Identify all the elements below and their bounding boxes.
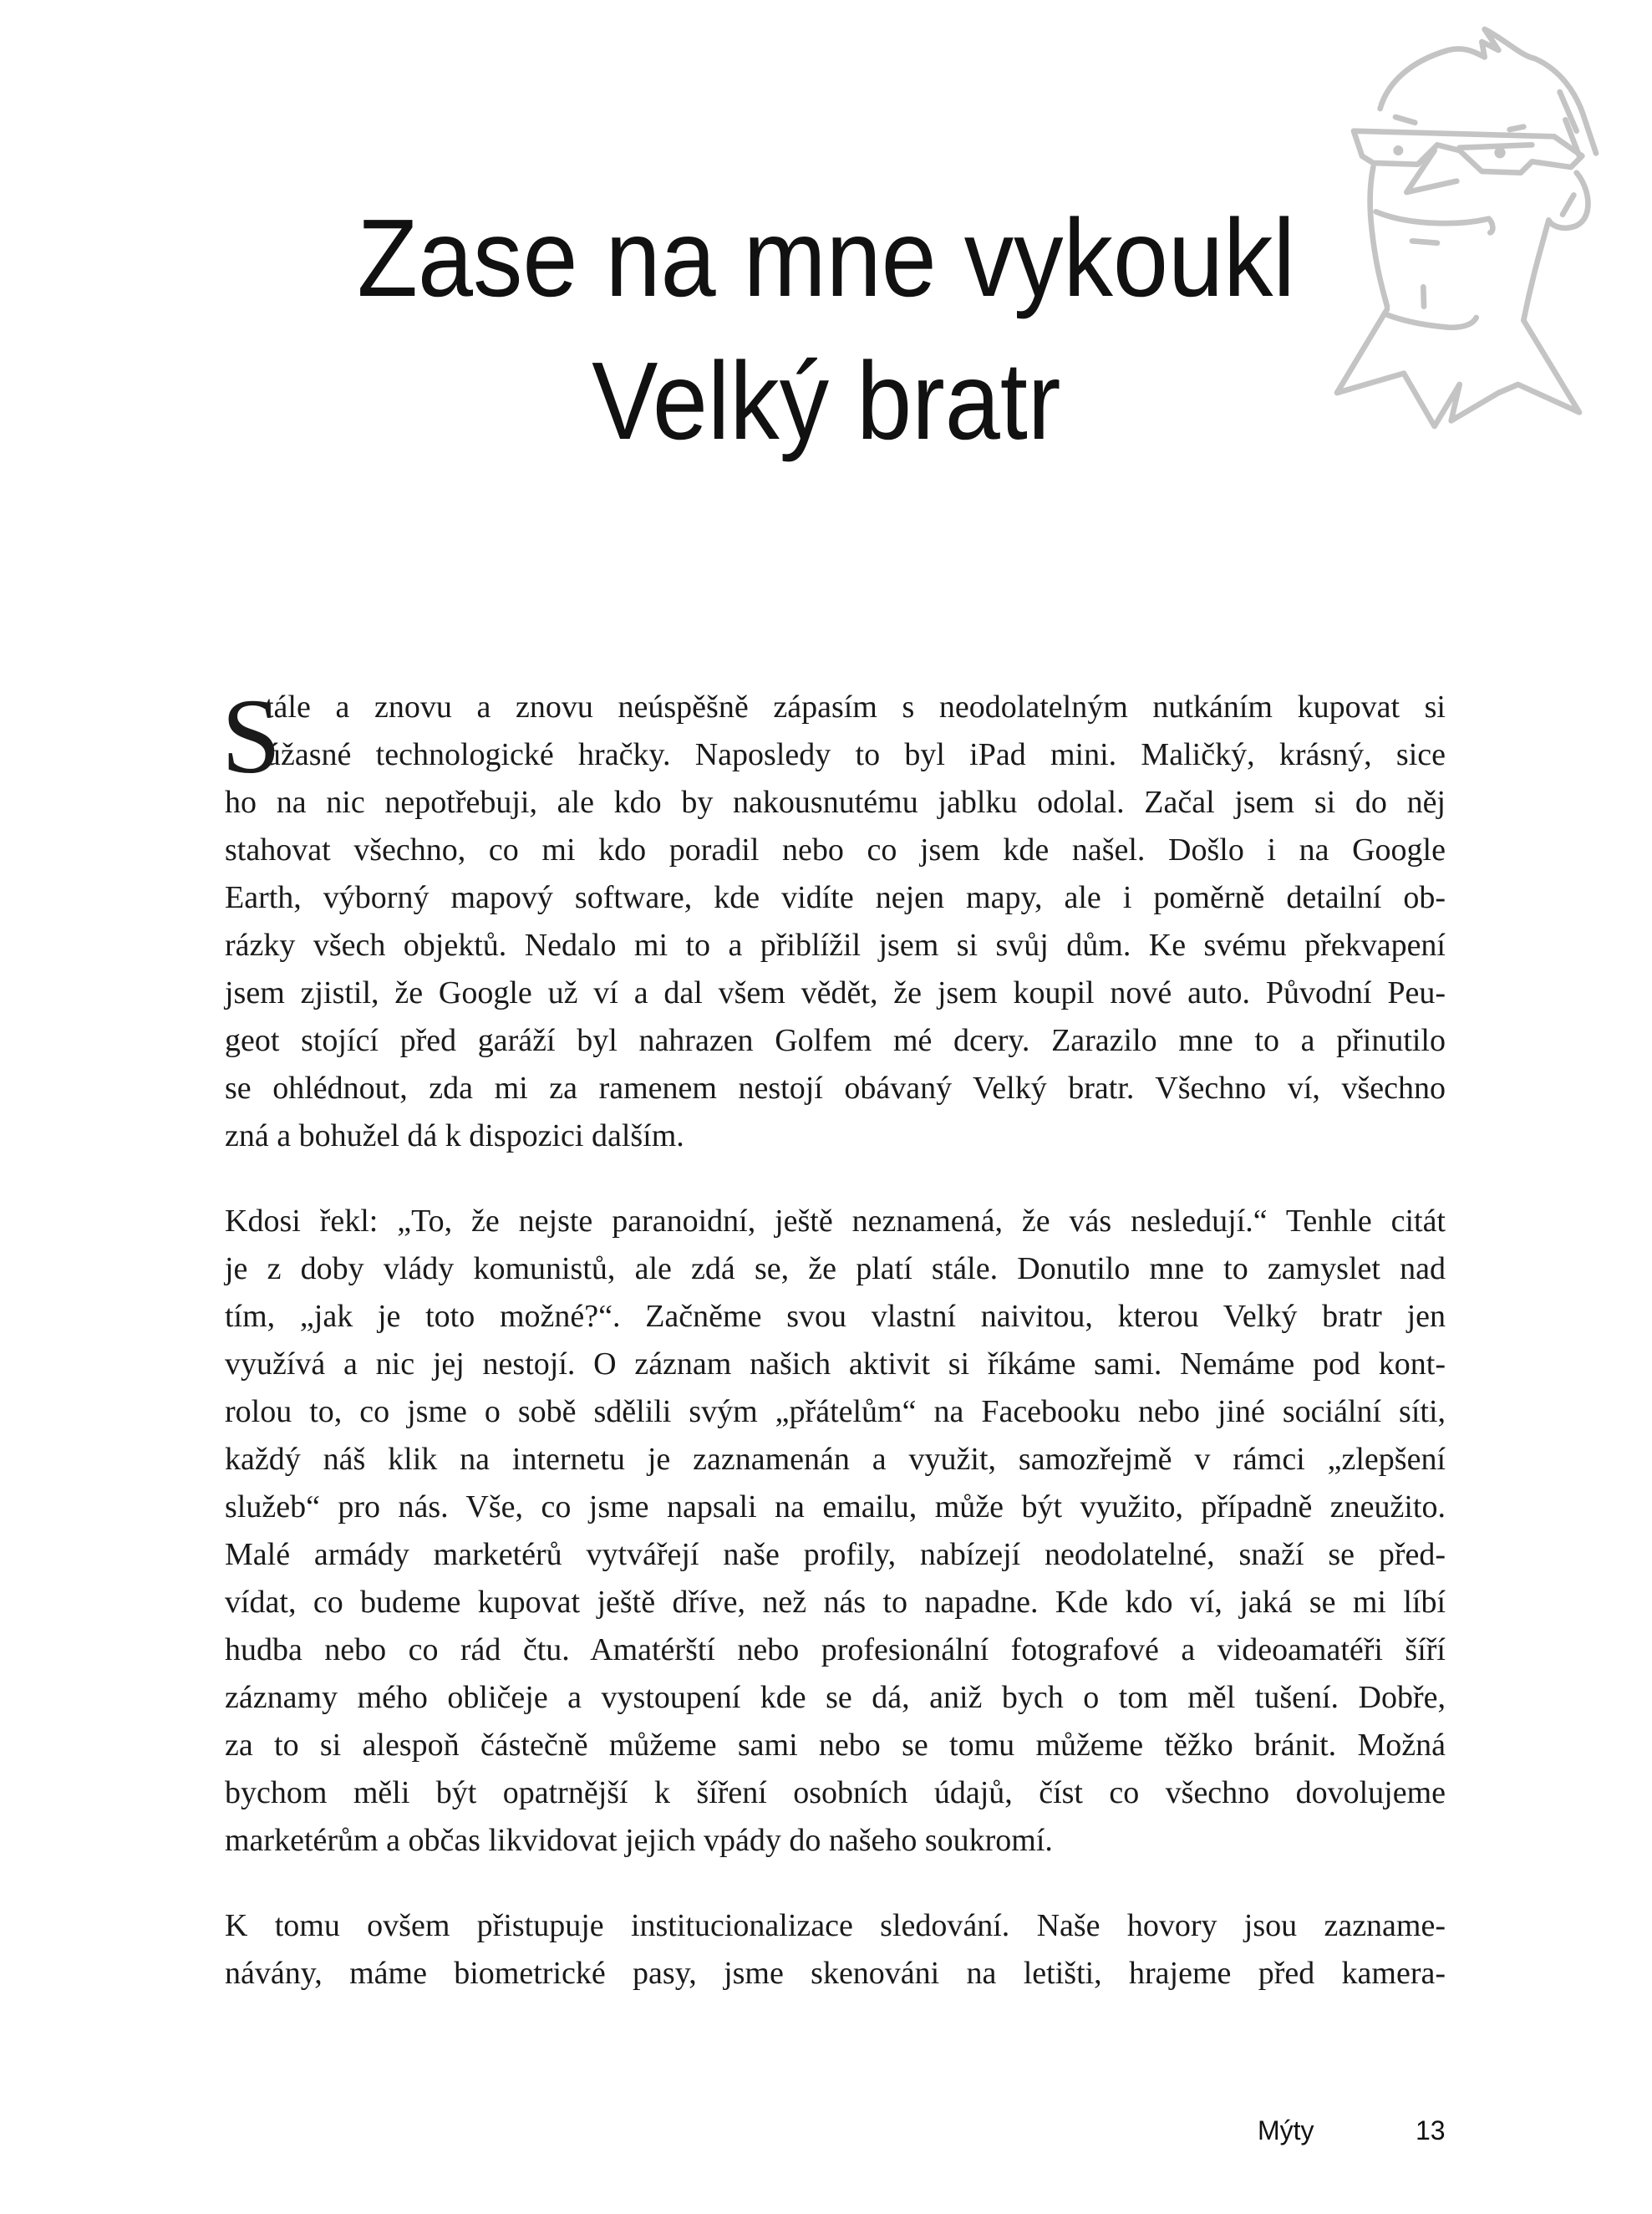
paragraph-1 bbox=[221, 677, 1446, 1160]
text-line: stahovat všechno, co mi kdo poradil nebo co jsem kde našel. Došlo i na Google bbox=[225, 832, 1446, 868]
text-line: záznamy mého obličeje a vystoupení kde se dá, aniž bych o tom měl tušení. Dobře, bbox=[225, 1680, 1446, 1715]
text-line: Kdosi řekl: „To, že nejste paranoidní, ještě neznamená, že vás nesledují.“ Tenhle citát bbox=[225, 1204, 1446, 1239]
body-text bbox=[221, 677, 1446, 2035]
drop-cap: S bbox=[221, 677, 282, 796]
text-line: K tomu ovšem přistupuje institucionalizace sledování. Naše hovory jsou zazname- bbox=[225, 1908, 1446, 1943]
text-line: služeb“ pro nás. Vše, co jsme napsali na emailu, může být využito, případně zneužito. bbox=[225, 1489, 1446, 1524]
text-line: je z doby vlády komunistů, ale zdá se, že platí stále. Donutilo mne to zamyslet nad bbox=[225, 1251, 1446, 1286]
running-footer-section: Mýty bbox=[1258, 2115, 1314, 2145]
caricature-illustration bbox=[1304, 0, 1652, 468]
text-line: ho na nic nepotřebuji, ale kdo by nakousnutému jablku odolal. Začal jsem si do něj bbox=[225, 785, 1446, 820]
text-line: využívá a nic jej nestojí. O záznam našich aktivit si říkáme sami. Nemáme pod kont- bbox=[225, 1346, 1446, 1382]
paragraph-2 bbox=[225, 1198, 1446, 1865]
paragraph-3 bbox=[225, 1902, 1446, 1998]
text-line: tím, „jak je toto možné?“. Začněme svou vlastní naivitou, kterou Velký bratr jen bbox=[225, 1299, 1446, 1334]
text-line: hudba nebo co rád čtu. Amatérští nebo profesionální fotografové a videoamatéři šíří bbox=[225, 1632, 1446, 1667]
page-number: 13 bbox=[1416, 2115, 1446, 2145]
title-text: Velký bratr bbox=[591, 339, 1061, 462]
text-line: bychom měli být opatrnější k šíření osobních údajů, číst co všechno dovolujeme bbox=[225, 1775, 1446, 1810]
text-line: tále a znovu a znovu neúspěšně zápasím s neodolatelným nutkáním kupovat si bbox=[265, 690, 1446, 725]
text-line: každý náš klik na internetu je zaznamenán a využit, samozřejmě v rámci „zlepšení bbox=[225, 1442, 1446, 1477]
text-line: vídat, co budeme kupovat ještě dříve, než nás to napadne. Kde kdo ví, jaká se mi líbí bbox=[225, 1585, 1446, 1620]
text-line: návány, máme biometrické pasy, jsme skenováni na letišti, hrajeme před kamera- bbox=[225, 1956, 1446, 1991]
text-line: se ohlédnout, zda mi za ramenem nestojí obávaný Velký bratr. Všechno ví, všechno bbox=[225, 1071, 1446, 1106]
text-line: zná a bohužel dá k dispozici dalším. bbox=[225, 1118, 684, 1153]
text-line: Earth, výborný mapový software, kde vidíte nejen mapy, ale i poměrně detailní ob- bbox=[225, 880, 1446, 915]
text-line: marketérům a občas likvidovat jejich vpády do našeho soukromí. bbox=[225, 1823, 1053, 1858]
text-line: za to si alespoň částečně můžeme sami nebo se tomu můžeme těžko bránit. Možná bbox=[225, 1728, 1446, 1763]
text-line: úžasné technologické hračky. Naposledy to byl iPad mini. Maličký, krásný, sice bbox=[265, 737, 1446, 772]
text-line: geot stojící před garáží byl nahrazen Golfem mé dcery. Zarazilo mne to a přinutilo bbox=[225, 1023, 1446, 1058]
title-text: Zase na mne vykoukl bbox=[357, 196, 1295, 319]
text-line: jsem zjistil, že Google už ví a dal všem vědět, že jsem koupil nové auto. Původní Peu- bbox=[225, 975, 1446, 1010]
text-line: rázky všech objektů. Nedalo mi to a přiblížil jsem si svůj dům. Ke svému překvapení bbox=[225, 928, 1446, 963]
text-line: Malé armády marketérů vytvářejí naše profily, nabízejí neodolatelné, snaží se před- bbox=[225, 1537, 1446, 1572]
text-line: rolou to, co jsme o sobě sdělili svým „přátelům“ na Facebooku nebo jiné sociální síti, bbox=[225, 1394, 1446, 1429]
